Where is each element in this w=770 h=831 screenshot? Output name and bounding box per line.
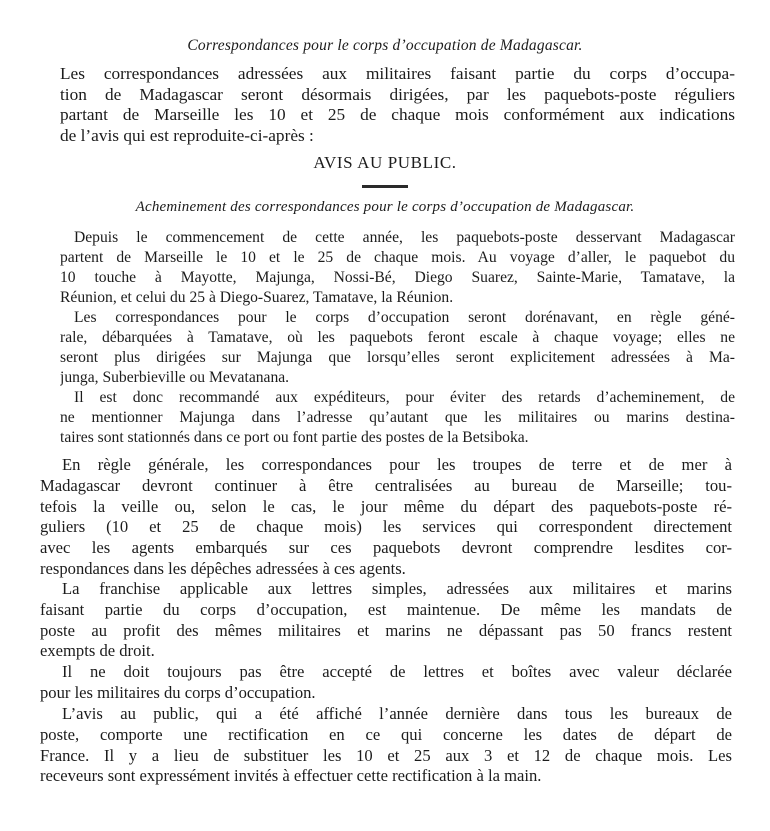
text-line: Il est donc recommandé aux expéditeurs, pour éviter des retards d’acheminement, de [74, 389, 735, 406]
text-line: rale, débarquées à Tamatave, où les paquebots feront escale à chaque voyage; elles ne [60, 329, 735, 346]
text-line: poste au profit des mêmes militaires et marins ne dépassant pas 50 francs restent [40, 620, 732, 640]
text-line: Il ne doit toujours pas être accepté de lettres et boîtes avec valeur déclarée [62, 662, 732, 681]
text-line: respondances dans les dépêches adressées à ces agents. [40, 558, 406, 578]
body-paragraph [40, 704, 732, 787]
text-line: poste, comporte une rectification en ce qui concerne les dates de départ de [40, 724, 732, 744]
text-line: guliers (10 et 25 de chaque mois) les services qui correspondent directement [40, 517, 732, 537]
avis-title: AVIS AU PUBLIC. [313, 153, 457, 172]
text-line: ne mentionner Majunga dans l’adresse qu’autant que les militaires ou marins destina- [60, 409, 735, 426]
text-line: France. Il y a lieu de substituer les 10 et 25 aux 3 et 12 de chaque mois. Les [40, 745, 732, 765]
text-line: taires sont stationnés dans ce port ou font partie des postes de la Betsiboka. [60, 429, 529, 446]
text-line: partent de Marseille le 10 et le 25 de chaque mois. Au voyage d’aller, le paquebot du [60, 249, 735, 266]
body-paragraph [40, 455, 732, 580]
text-line: tion de Madagascar seront désormais dirigées, par les paquebots-poste réguliers [60, 84, 735, 104]
divider-rule [362, 185, 408, 188]
section-header: Correspondances pour le corps d’occupation de Madagascar. [187, 37, 583, 54]
avis-paragraph [60, 388, 735, 448]
avis-paragraph [60, 308, 735, 388]
body-paragraph [40, 579, 732, 662]
text-line: Depuis le commencement de cette année, les paquebots-poste desservant Madagascar [74, 229, 735, 246]
text-line: faisant partie du corps d’occupation, est maintenue. De même les mandats de [40, 599, 732, 619]
text-line: avec les agents embarqués sur ces paquebots devront comprendre lesdites cor- [40, 538, 732, 558]
text-line: Réunion, et celui du 25 à Diego-Suarez, Tamatave, la Réunion. [60, 289, 454, 306]
text-line: La franchise applicable aux lettres simples, adressées aux militaires et marins [62, 579, 732, 598]
intro-paragraph [60, 64, 735, 146]
text-line: seront plus dirigées sur Majunga que lorsqu’elles seront explicitement adressées à Ma- [60, 349, 735, 366]
text-line: tefois la veille ou, selon le cas, le jour même du départ des paquebots-poste ré- [40, 496, 732, 516]
text-line: 10 touche à Mayotte, Majunga, Nossi-Bé, Diego Suarez, Sainte-Marie, Tamatave, la [60, 269, 735, 286]
text-line: En règle générale, les correspondances pour les troupes de terre et de mer à [62, 455, 732, 474]
avis-paragraph [60, 228, 735, 308]
text-line: L’avis au public, qui a été affiché l’année dernière dans tous les bureaux de [62, 704, 732, 723]
avis-subtitle: Acheminement des correspondances pour le corps d’occupation de Madagascar. [135, 199, 635, 215]
body-paragraph [40, 662, 732, 704]
text-line: receveurs sont expressément invités à effectuer cette rectification à la main. [40, 766, 542, 786]
text-line: partant de Marseille les 10 et 25 de chaque mois conformément aux indications [60, 105, 735, 124]
text-line: Madagascar devront continuer à être centralisées au bureau de Marseille; tou- [40, 475, 732, 495]
text-line: de l’avis qui est reproduite-ci-après : [60, 125, 314, 145]
text-line: junga, Suberbieville ou Mevatanana. [60, 369, 290, 386]
text-line: Les correspondances adressées aux militaires faisant partie du corps d’occupa- [60, 64, 735, 83]
text-line: exempts de droit. [40, 641, 155, 661]
text-line: pour les militaires du corps d’occupation. [40, 682, 316, 702]
text-line: Les correspondances pour le corps d’occupation seront dorénavant, en règle géné- [74, 309, 735, 326]
